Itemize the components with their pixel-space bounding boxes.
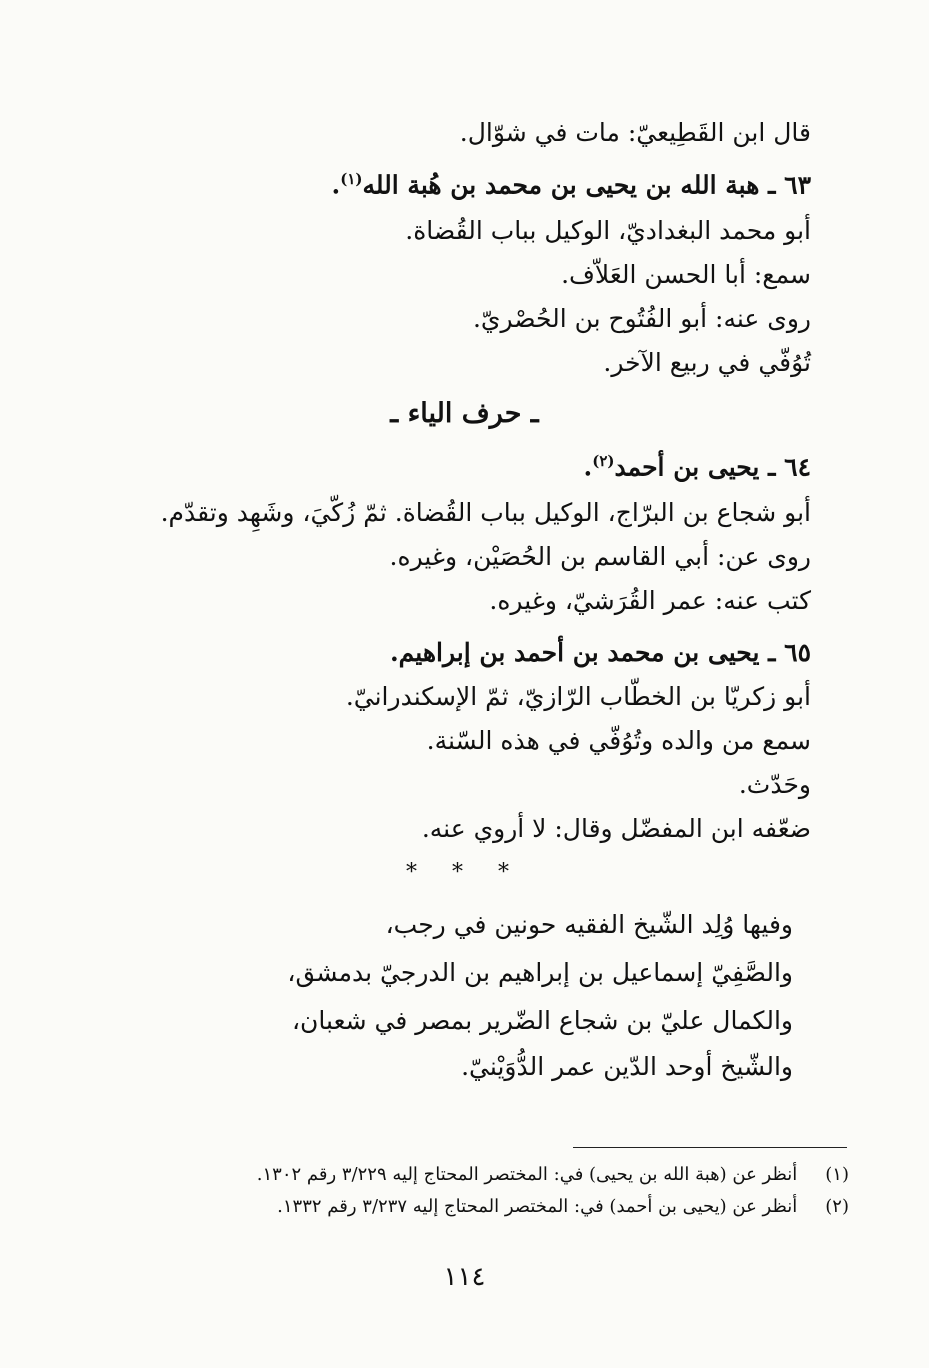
entry-title: يحيى بن أحمد [614, 452, 760, 482]
footnote-text: أنظر عن (هبة الله بن يحيى) في: المختصر المحتاج إليه ٣/٢٢٩ رقم ١٣٠٢. [256, 1164, 798, 1185]
footnote [277, 1196, 849, 1217]
verse-line: وفيها وُلِد الشّيخ الفقيه حونين في رجب، [385, 910, 793, 939]
footnote-ref: (٢) [592, 452, 615, 470]
footnote-divider [573, 1147, 847, 1148]
verse-line: والشّيخ أوحد الدّين عمر الدُّوَيْنيّ. [461, 1052, 793, 1081]
text-line: تُوُفّي في ربيع الآخر. [603, 348, 811, 377]
footnote-text: أنظر عن (يحيى بن أحمد) في: المختصر المحتاج إليه ٣/٢٣٧ رقم ١٣٣٢. [277, 1196, 798, 1217]
footnote-ref: (١) [340, 170, 363, 188]
text-line: قال ابن القَطِيعيّ: مات في شوّال. [459, 118, 811, 147]
text-line: سمع: أبا الحسن العَلاّف. [561, 260, 811, 289]
entry-heading-63: ٦٣ ـ هبة الله بن يحيى بن محمد بن هُبة الله$^{(١)}$. [331, 170, 811, 200]
text-line: ضعّفه ابن المفضّل وقال: لا أروي عنه. [421, 814, 811, 843]
footnote [257, 1164, 849, 1185]
entry-title: ٦٣ ـ هبة الله بن يحيى بن محمد بن هُبة الله [362, 170, 811, 200]
text-line: روى عنه: أبو الفُتُوح بن الحُصْريّ. [472, 304, 811, 333]
section-heading: ـ حرف الياء ـ [390, 398, 539, 429]
text-line: أبو شجاع بن البرّاج، الوكيل بباب القُضاة. ثمّ زُكّيَ، وشَهِد وتقدّم. [160, 498, 811, 527]
section-separator: * * * [406, 860, 523, 885]
text-line: أبو زكريّا بن الخطّاب الرّازيّ، ثمّ الإسكندرانيّ. [345, 682, 811, 711]
verse-line: والصَّفِيّ إسماعيل بن إبراهيم بن الدرجيّ بدمشق، [287, 958, 793, 987]
text-line: أبو محمد البغداديّ، الوكيل بباب القُضاة. [405, 216, 811, 245]
text-line: وحَدّث. [738, 770, 811, 799]
text-line: سمع من والده وتُوُفّي في هذه السّنة. [426, 726, 811, 755]
page-number: ١١٤ [443, 1262, 486, 1292]
entry-number: ٦٤ ـ [768, 452, 811, 482]
text-line: كتب عنه: عمر القُرَشيّ، وغيره. [489, 586, 811, 615]
verse-line: والكمال عليّ بن شجاع الضّرير بمصر في شعبان، [291, 1006, 793, 1035]
footnote-number: (١) [825, 1164, 849, 1185]
footnote-number: (٢) [825, 1196, 849, 1217]
entry-heading-65: ٦٥ ـ يحيى بن محمد بن أحمد بن إبراهيم. [389, 638, 811, 667]
entry-heading-64: ٦٤ ـ يحيى بن أحمد$^{(٢)}$. [583, 452, 811, 482]
text-line: روى عن: أبي القاسم بن الحُصَيْن، وغيره. [389, 542, 811, 571]
